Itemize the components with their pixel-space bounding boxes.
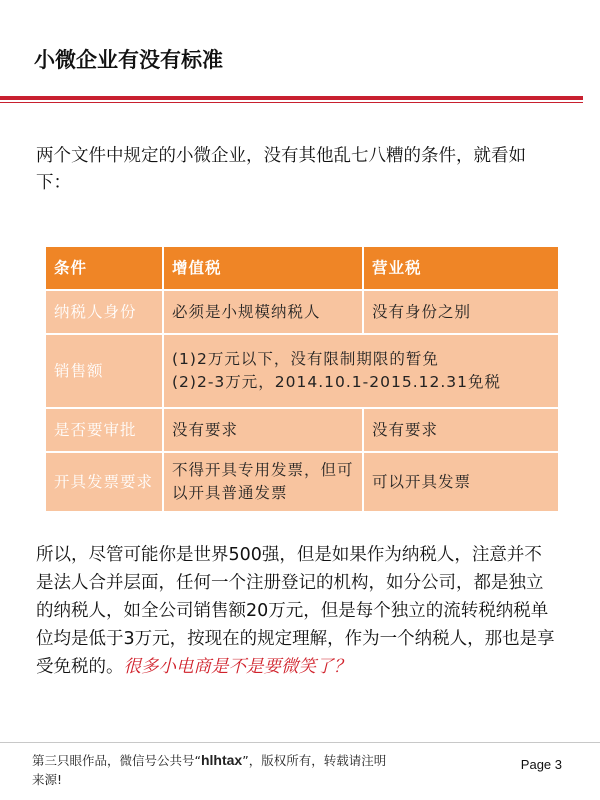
vat-cell: 没有要求 (163, 408, 363, 452)
page-title: 小微企业有没有标准 (34, 48, 223, 72)
criteria-table (44, 245, 560, 513)
header-cell-business-tax: 营业税 (363, 246, 559, 290)
table-row (45, 408, 559, 452)
footer-text-after: ”，版权所有，转载请注明来源! (32, 753, 387, 787)
vat-cell: 不得开具专用发票，但可以开具普通发票 (163, 452, 363, 512)
title-divider-thick (0, 96, 583, 100)
business-tax-cell: 可以开具发票 (363, 452, 559, 512)
page-number: Page 3 (520, 757, 562, 772)
vat-cell: 必须是小规模纳税人 (163, 290, 363, 334)
table-row (45, 290, 559, 334)
table-row (45, 452, 559, 512)
body-paragraph (36, 541, 556, 681)
row-label: 销售额 (45, 334, 163, 408)
paragraph-highlight: 很多小电商是不是要微笑了？ (123, 657, 351, 677)
footer-text-before: 第三只眼作品，微信号公共号“ (32, 753, 201, 768)
header-cell-condition: 条件 (45, 246, 163, 290)
footer-handle: hlhtax (200, 752, 243, 768)
table-header-row (45, 246, 559, 290)
row-label: 是否要审批 (45, 408, 163, 452)
title-divider-thin (0, 102, 583, 103)
merged-line-2: (2)2-3万元，2014.10.1-2015.12.31免税 (172, 373, 501, 391)
merged-line-1: (1)2万元以下，没有限制期限的暂免 (172, 350, 439, 368)
merged-sales-cell (163, 334, 559, 408)
row-label: 纳税人身份 (45, 290, 163, 334)
business-tax-cell: 没有身份之别 (363, 290, 559, 334)
table-row (45, 334, 559, 408)
footer-copyright (32, 751, 392, 789)
intro-text: 两个文件中规定的小微企业，没有其他乱七八糟的条件，就看如下： (36, 146, 526, 193)
paragraph-main: 所以，尽管可能你是世界500强，但是如果作为纳税人，注意并不是法人合并层面，任何一个注册登记的机构，如分公司，都是独立的纳税人，如全公司销售额20万元，但是每个独立的流转税纳税单位均是低于3万元，按现在的规定理解，作为一个纳税人，那也是享受免税的。 (36, 545, 555, 677)
footer-divider (0, 742, 600, 743)
header-cell-vat: 增值税 (163, 246, 363, 290)
row-label: 开具发票要求 (45, 452, 163, 512)
business-tax-cell: 没有要求 (363, 408, 559, 452)
